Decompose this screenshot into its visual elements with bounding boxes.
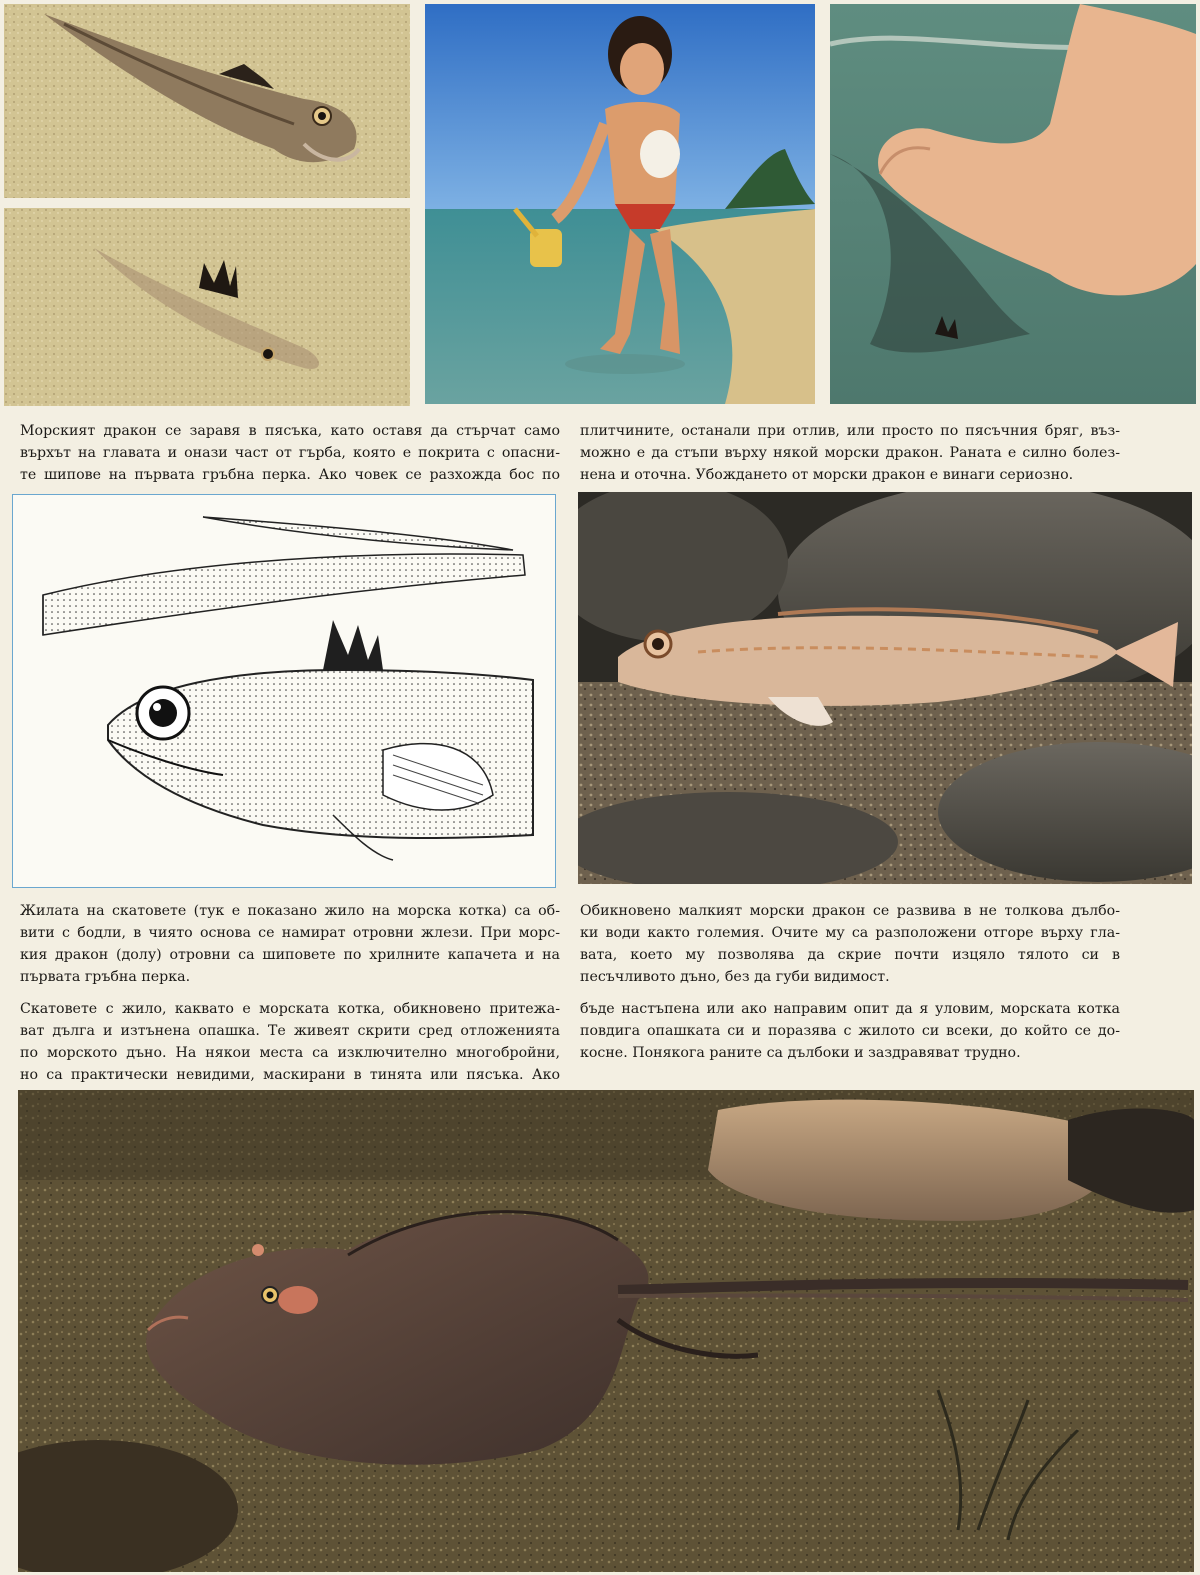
body-text-stingrays <box>20 998 560 1086</box>
caption-line: кия дракон (долу) отровни са шиповете по хрилните капачета и на <box>20 947 560 963</box>
body-line: ват дълга и изтънена опашка. Те живеят скрити сред отложенията <box>20 1023 560 1039</box>
body-line: по морското дъно. На някои места са изключително многобройни, <box>20 1045 560 1061</box>
caption-sting-drawing <box>20 900 560 988</box>
body-text-stingrays-continued <box>580 998 1120 1064</box>
caption-line: вити с бодли, в чиято основа се намират отровни жлези. При морс- <box>20 925 560 941</box>
body-line: но са практически невидими, маскирани в тинята или пясъка. Ако <box>20 1067 560 1083</box>
drawing-sting-and-dragon-head <box>12 494 556 888</box>
illustration-stingray-on-seabed <box>18 1090 1194 1572</box>
caption-line: нена и оточна. Убождането от морски дракон е винаги сериозно. <box>580 467 1074 483</box>
caption-line: Жилата на скатовете (тук е показано жило на морска котка) са об- <box>20 903 560 919</box>
caption-line: ки води както големия. Очите му са разположени отгоре върху гла- <box>580 925 1120 941</box>
body-line: Скатовете с жило, каквато е морската котка, обикновено притежа- <box>20 1001 560 1017</box>
illustration-foot-stepping <box>830 4 1196 404</box>
photo-small-sea-dragon <box>578 492 1192 884</box>
caption-line: първата гръбна перка. <box>20 969 191 985</box>
caption-line: вата, което му позволява да скрие почти изцяло тялото си в <box>580 947 1120 963</box>
body-line: бъде настъпена или ако направим опит да я уловим, морската котка <box>580 1001 1120 1017</box>
illustration-child-on-beach <box>425 4 815 404</box>
photo-dragon-on-sand <box>4 4 410 198</box>
caption-line: Морският дракон се заравя в пясъка, като оставя да стърчат само <box>20 423 560 439</box>
caption-line: те шипове на първата гръбна перка. Ако човек се разхожда бос по <box>20 467 560 483</box>
caption-line: песъчливото дъно, без да губи видимост. <box>580 969 890 985</box>
caption-line: можно е да стъпи върху някой морски дракон. Раната е силно болез- <box>580 445 1120 461</box>
caption-sand-dragon <box>20 420 560 486</box>
caption-beach-continued <box>580 420 1120 486</box>
photo-dragon-buried <box>4 208 410 406</box>
caption-line: Обикновено малкият морски дракон се развива в не толкова дълбо- <box>580 903 1120 919</box>
body-line: повдига опашката си и поразява с жилото си всеки, до който се до- <box>580 1023 1120 1039</box>
caption-small-dragon <box>580 900 1120 988</box>
caption-line: плитчините, останали при отлив, или просто по пясъчния бряг, въз- <box>580 423 1120 439</box>
body-line: косне. Понякога раните са дълбоки и заздравяват трудно. <box>580 1045 1021 1061</box>
caption-line: върхът на главата и онази част от гърба, която е покрита с опасни- <box>20 445 560 461</box>
